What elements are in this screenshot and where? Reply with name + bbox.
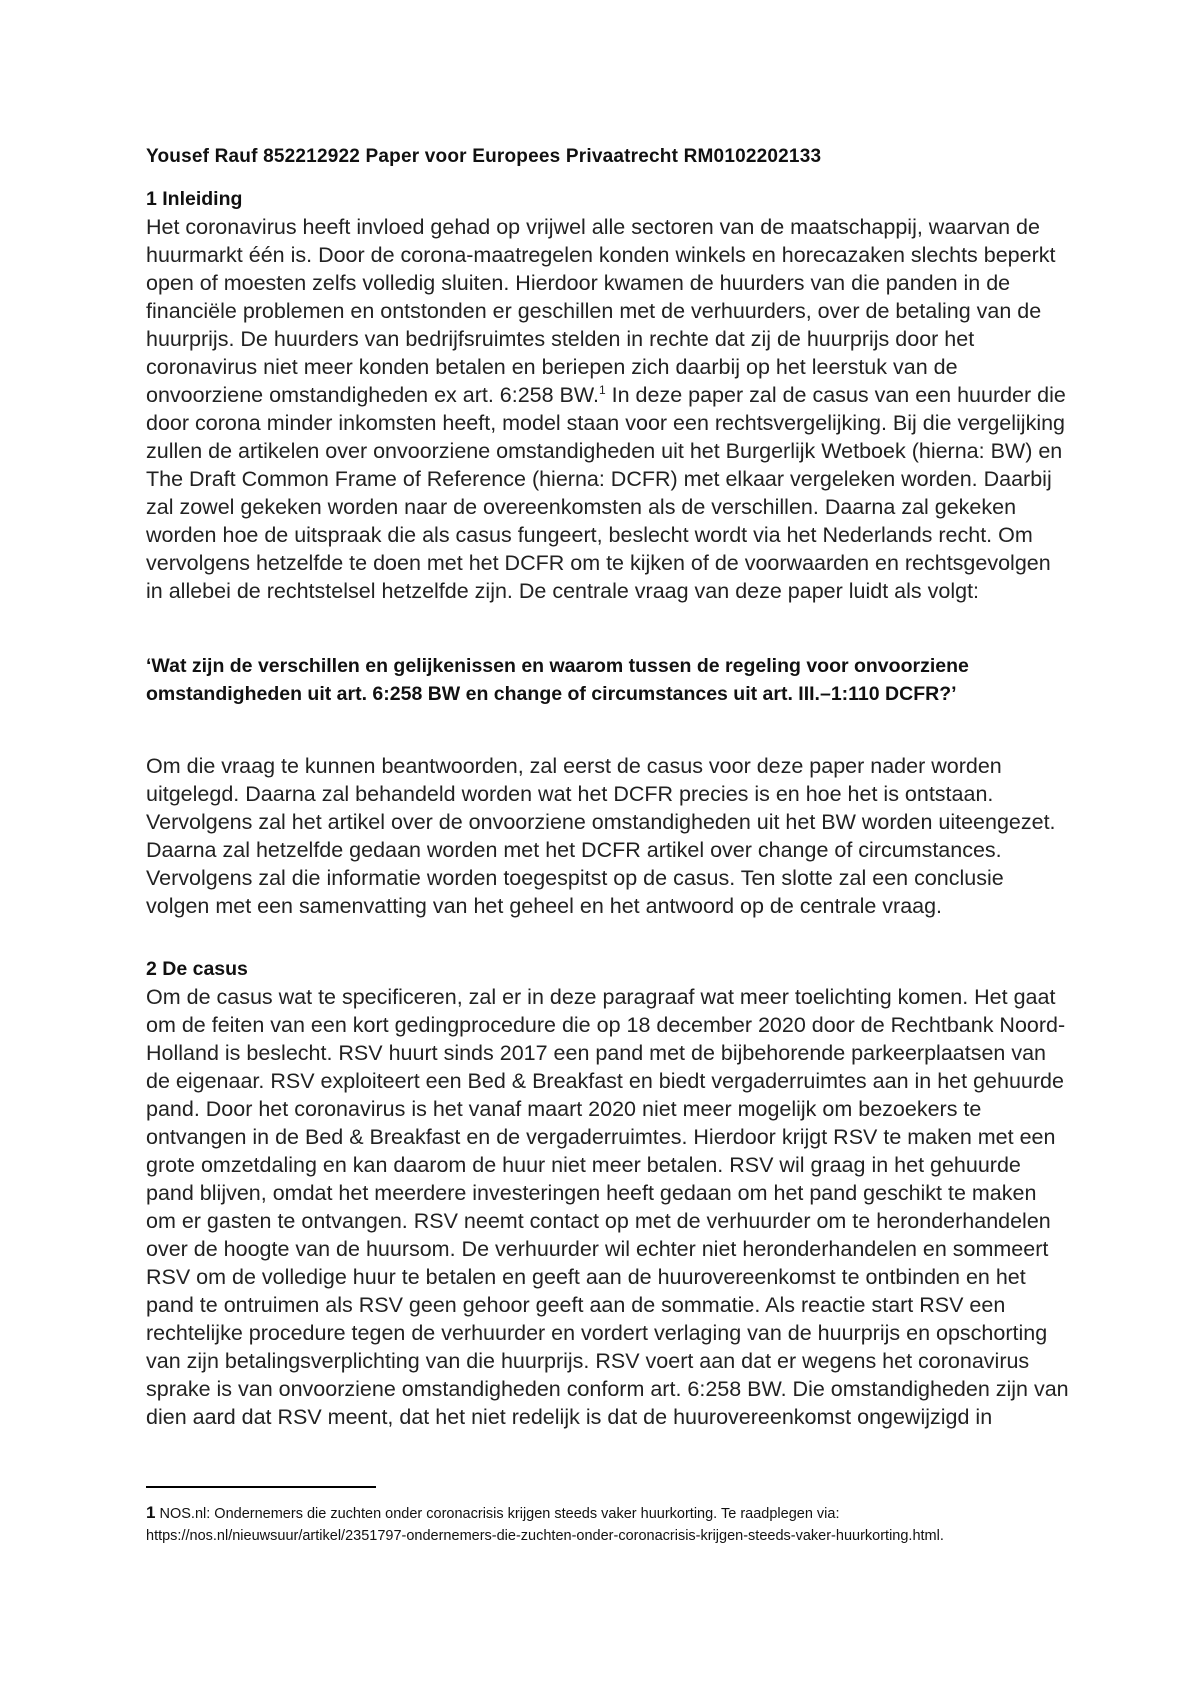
paragraph-approach: Om die vraag te kunnen beantwoorden, zal eerst de casus voor deze paper nader worden uitgelegd. Daarna zal behandeld worden wat het DCFR precies is en hoe het is ontstaan. Vervolgens zal het artikel over de onvoorziene omstandigheden uit het BW worden uiteengezet. Daarna zal hetzelfde gedaan worden met het DCFR artikel over change of circumstances. Vervolgens zal die informatie worden toegespitst op de casus. Ten slotte zal een conclusie volgen met een samenvatting van het geheel en het antwoord op de centrale vraag. <box>146 754 1056 918</box>
document-title: Yousef Rauf 852212922 Paper voor Europees Privaatrecht RM0102202133 <box>146 146 822 167</box>
section-heading-casus: 2 De casus <box>146 958 248 980</box>
footnote-reference[interactable]: 1 <box>598 382 606 397</box>
paragraph-introduction <box>146 213 1071 605</box>
central-question: ‘Wat zijn de verschillen en gelijkenissen en waarom tussen de regeling voor onvoorziene omstandigheden uit art. 6:258 BW en change of circumstances uit art. III.–1:110 DCFR?’ <box>146 655 969 705</box>
footnote <box>146 1502 1071 1547</box>
section-heading-inleiding: 1 Inleiding <box>146 188 243 210</box>
footnote-number: 1 <box>146 1503 156 1522</box>
paragraph-case: Om de casus wat te specificeren, zal er in deze paragraaf wat meer toelichting komen. Het gaat om de feiten van een kort gedingprocedure die op 18 december 2020 door de Rechtbank Noord-Holland is beslecht. RSV huurt sinds 2017 een pand met de bijbehorende parkeerplaatsen van de eigenaar. RSV exploiteert een Bed & Breakfast en biedt vergaderruimtes aan in het gehuurde pand. Door het coronavirus is het vanaf maart 2020 niet meer mogelijk om bezoekers te ontvangen in de Bed & Breakfast en de vergaderruimtes. Hierdoor krijgt RSV te maken met een grote omzetdaling en kan daarom de huur niet meer betalen. RSV wil graag in het gehuurde pand blijven, omdat het meerdere investeringen heeft gedaan om het pand geschikt te maken om er gasten te ontvangen. RSV neemt contact op met de verhuurder om te heronderhandelen over de hoogte van de huursom. De verhuurder wil echter niet heronderhandelen en sommeert RSV om de volledige huur te betalen en geeft aan de huurovereenkomst te ontbinden en het pand te ontruimen als RSV geen gehoor geeft aan de sommatie. Als reactie start RSV een rechtelijke procedure tegen de verhuurder en vordert verlaging van de huurprijs en opschorting van zijn betalingsverplichting van die huurprijs. RSV voert aan dat er wegens het coronavirus sprake is van onvoorziene omstandigheden conform art. 6:258 BW. Die omstandigheden zijn van dien aard dat RSV meent, dat het niet redelijk is dat de huurovereenkomst ongewijzigd in <box>146 985 1069 1429</box>
paragraph-introduction-part1: Het coronavirus heeft invloed gehad op vrijwel alle sectoren van de maatschappij, waarvan de huurmarkt één is. Door de corona-maatregelen konden winkels en horecazaken slechts beperkt open of moesten zelfs volledig sluiten. Hierdoor kwamen de huurders van die panden in de financiële problemen en ontstonden er geschillen met de verhuurders, over de betaling van de huurprijs. De huurders van bedrijfsruimtes stelden in rechte dat zij de huurprijs door het coronavirus niet meer konden betalen en beriepen zich daarbij op het leerstuk van de onvoorziene omstandigheden ex art. 6:258 BW. <box>146 215 1056 407</box>
footnote-separator <box>146 1486 376 1488</box>
footnote-text: NOS.nl: Ondernemers die zuchten onder coronacrisis krijgen steeds vaker huurkorting. Te raadplegen via: https://nos.nl/nieuwsuur/artikel/2351797-ondernemers-die-zuchten-onder-coronacrisis-krijgen-steeds-vaker-huurkorting.html. <box>146 1506 944 1544</box>
paragraph-introduction-part2: In deze paper zal de casus van een huurder die door corona minder inkomsten heeft, model staan voor een rechtsvergelijking. Bij die vergelijking zullen de artikelen over onvoorziene omstandigheden uit het Burgerlijk Wetboek (hierna: BW) en The Draft Common Frame of Reference (hierna: DCFR) met elkaar vergeleken worden. Daarbij zal zowel gekeken worden naar de overeenkomsten als de verschillen. Daarna zal gekeken worden hoe de uitspraak die als casus fungeert, beslecht wordt via het Nederlands recht. Om vervolgens hetzelfde te doen met het DCFR om te kijken of de voorwaarden en rechtsgevolgen in allebei de rechtstelsel hetzelfde zijn. De centrale vraag van deze paper luidt als volgt: <box>146 383 1066 603</box>
